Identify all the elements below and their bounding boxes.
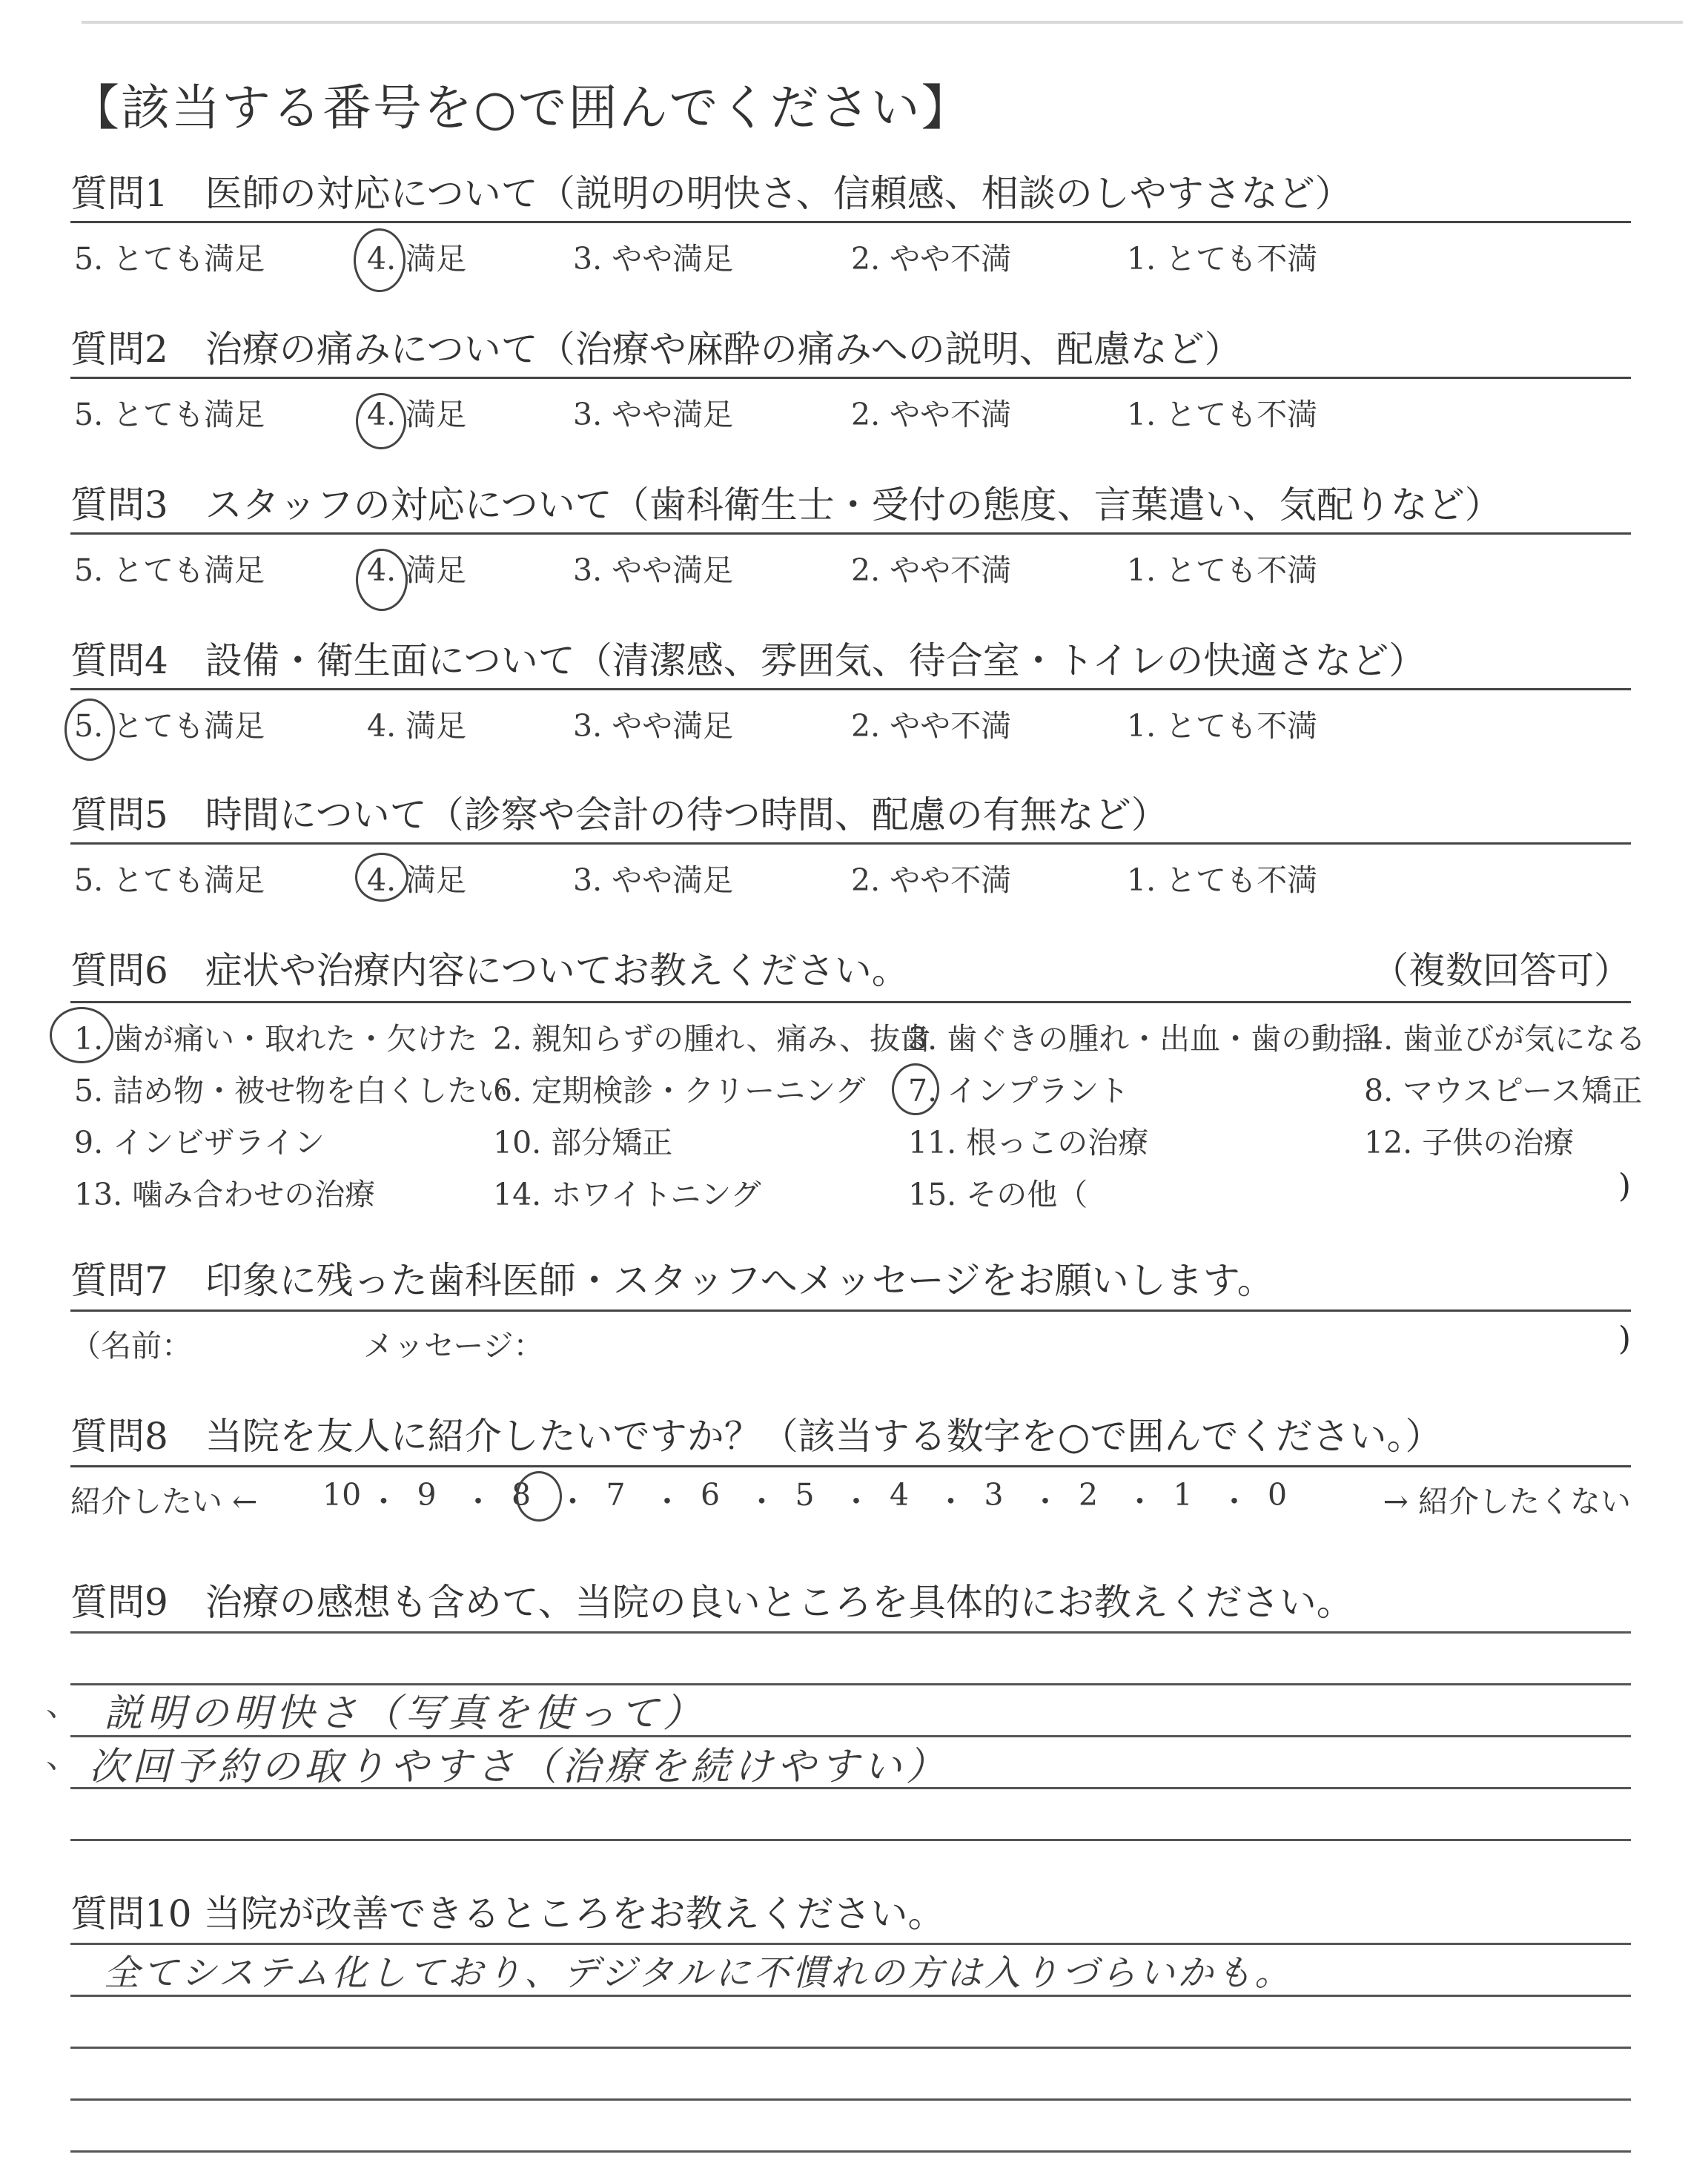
scale-separator: ・ <box>936 1484 966 1519</box>
symptom-option-11[interactable]: 11. 根っこの治療 <box>908 1125 1149 1160</box>
option-4[interactable]: 4. 満足 <box>367 241 467 277</box>
option-5[interactable]: 5. とても満足 <box>74 552 265 588</box>
scale-separator: ・ <box>1030 1484 1061 1519</box>
divider <box>70 688 1631 690</box>
multiple-answers-note: （複数回答可） <box>1371 949 1631 992</box>
option-1[interactable]: 1. とても不満 <box>1127 708 1318 744</box>
question-5-title: 質問5 時間について（診察や会計の待つ時間、配慮の有無など） <box>70 793 1168 836</box>
option-1[interactable]: 1. とても不満 <box>1127 552 1318 588</box>
handwritten-answer-1: 説明の明快さ（写真を使って） <box>104 1691 706 1736</box>
option-2[interactable]: 2. やや不満 <box>851 397 1012 432</box>
question-1 <box>70 169 1631 280</box>
option-2[interactable]: 2. やや不満 <box>851 552 1012 588</box>
question-6-label: 質問6 症状や治療内容についてお教えください。 <box>70 949 909 992</box>
question-1-title: 質問1 医師の対応について（説明の明快さ、信頼感、相談のしやすさなど） <box>70 172 1352 215</box>
option-1[interactable]: 1. とても不満 <box>1127 397 1318 432</box>
other-close-paren: ) <box>1618 1167 1631 1205</box>
recommend-number-9[interactable]: 9 <box>417 1477 437 1513</box>
option-3[interactable]: 3. やや満足 <box>573 862 734 898</box>
question-6 <box>70 946 1646 1213</box>
option-4[interactable]: 4. 満足 <box>367 862 467 898</box>
option-5[interactable]: 5. とても満足 <box>74 708 265 744</box>
question-2-title: 質問2 治療の痛みについて（治療や麻酔の痛みへの説明、配慮など） <box>70 328 1242 371</box>
bullet: 、 <box>46 1737 79 1775</box>
message-label: メッセージ： <box>363 1328 544 1364</box>
symptom-option-10[interactable]: 10. 部分矯正 <box>493 1125 673 1160</box>
recommend-number-2[interactable]: 2 <box>1079 1477 1099 1513</box>
scale-separator: ・ <box>368 1484 399 1519</box>
question-4 <box>70 636 1631 747</box>
divider <box>70 377 1631 379</box>
recommend-number-10[interactable]: 10 <box>322 1477 362 1513</box>
question-9 <box>70 1578 1631 1628</box>
symptom-option-14[interactable]: 14. ホワイトニング <box>493 1177 761 1212</box>
question-7-title: 質問7 印象に残った歯科医師・スタッフへメッセージをお願いします。 <box>70 1259 1274 1302</box>
scale-separator: ・ <box>1125 1484 1155 1519</box>
option-4[interactable]: 4. 満足 <box>367 708 467 744</box>
option-5[interactable]: 5. とても満足 <box>74 241 265 277</box>
divider <box>70 842 1631 845</box>
message-close-paren: ) <box>1618 1320 1631 1358</box>
divider <box>70 1309 1631 1312</box>
selection-circle <box>50 1007 113 1063</box>
answer-line <box>70 1839 1631 1841</box>
recommend-number-4[interactable]: 4 <box>890 1477 910 1513</box>
question-9-title: 質問9 治療の感想も含めて、当院の良いところを具体的にお教えください。 <box>70 1581 1354 1624</box>
scale-separator: ・ <box>747 1484 777 1519</box>
symptom-option-8[interactable]: 8. マウスピース矯正 <box>1364 1073 1643 1109</box>
selection-circle <box>516 1471 562 1522</box>
symptom-option-3[interactable]: 3. 歯ぐきの腫れ・出血・歯の動揺 <box>908 1021 1373 1057</box>
recommend-number-6[interactable]: 6 <box>701 1477 721 1513</box>
recommend-number-3[interactable]: 3 <box>984 1477 1004 1513</box>
option-5[interactable]: 5. とても満足 <box>74 397 265 432</box>
question-3 <box>70 480 1631 592</box>
selection-circle <box>64 698 115 761</box>
option-1[interactable]: 1. とても不満 <box>1127 862 1318 898</box>
answer-line <box>70 2098 1631 2101</box>
option-3[interactable]: 3. やや満足 <box>573 708 734 744</box>
divider <box>70 1001 1631 1003</box>
option-2[interactable]: 2. やや不満 <box>851 862 1012 898</box>
answer-line <box>70 2150 1631 2153</box>
handwritten-answer-3: 全てシステム化しており、デジタルに不慣れの方は入りづらいかも。 <box>104 1952 1294 1994</box>
scale-separator: ・ <box>1219 1484 1250 1519</box>
recommend-number-5[interactable]: 5 <box>795 1477 815 1513</box>
symptom-option-5[interactable]: 5. 詰め物・被せ物を白くしたい <box>74 1073 509 1109</box>
divider <box>70 532 1631 535</box>
name-label: （名前： <box>70 1328 192 1364</box>
option-4[interactable]: 4. 満足 <box>367 397 467 432</box>
scale-separator: ・ <box>463 1484 494 1519</box>
question-5 <box>70 790 1631 902</box>
answer-line <box>70 1631 1631 1634</box>
answer-line <box>70 2047 1631 2049</box>
symptom-option-1[interactable]: 1. 歯が痛い・取れた・欠けた <box>74 1021 478 1057</box>
divider <box>70 221 1631 223</box>
recommend-number-1[interactable]: 1 <box>1173 1477 1193 1513</box>
top-border <box>82 21 1683 24</box>
symptom-option-13[interactable]: 13. 噛み合わせの治療 <box>74 1177 376 1212</box>
recommend-number-0[interactable]: 0 <box>1268 1477 1288 1513</box>
scale-separator: ・ <box>652 1484 683 1519</box>
bullet: 、 <box>46 1685 79 1723</box>
option-2[interactable]: 2. やや不満 <box>851 241 1012 277</box>
symptom-option-2[interactable]: 2. 親知らずの腫れ、痛み、抜歯 <box>493 1021 931 1057</box>
page-heading: 【該当する番号を○で囲んでください】 <box>70 79 972 136</box>
selection-circle <box>892 1063 939 1115</box>
option-3[interactable]: 3. やや満足 <box>573 552 734 588</box>
symptom-option-15[interactable]: 15. その他（ <box>908 1177 1088 1212</box>
question-2 <box>70 325 1631 436</box>
option-1[interactable]: 1. とても不満 <box>1127 241 1318 277</box>
recommend-number-8[interactable]: 8 <box>512 1477 532 1513</box>
option-5[interactable]: 5. とても満足 <box>74 862 265 898</box>
option-4[interactable]: 4. 満足 <box>367 552 467 588</box>
scale-separator: ・ <box>557 1484 588 1519</box>
option-2[interactable]: 2. やや不満 <box>851 708 1012 744</box>
symptom-option-9[interactable]: 9. インビザライン <box>74 1125 325 1160</box>
question-7 <box>70 1256 1631 1364</box>
question-10-title: 質問10 当院が改善できるところをお教えください。 <box>70 1892 945 1935</box>
question-10 <box>70 1889 1631 1940</box>
symptom-option-4[interactable]: 4. 歯並びが気になる <box>1364 1021 1646 1057</box>
selection-circle <box>356 393 406 449</box>
symptom-option-12[interactable]: 12. 子供の治療 <box>1364 1125 1575 1160</box>
symptom-option-7[interactable]: 7. インプラント <box>908 1073 1130 1109</box>
option-3[interactable]: 3. やや満足 <box>573 241 734 277</box>
selection-circle <box>356 549 408 611</box>
option-3[interactable]: 3. やや満足 <box>573 397 734 432</box>
question-8-title: 質問8 当院を友人に紹介したいですか？（該当する数字を○で囲んでください。） <box>70 1415 1443 1458</box>
recommend-left-label: 紹介したい ← <box>70 1484 258 1519</box>
selection-circle <box>355 853 408 902</box>
question-3-title: 質問3 スタッフの対応について（歯科衛生士・受付の態度、言葉遣い、気配りなど） <box>70 483 1502 526</box>
recommend-right-label: → 紹介したくない <box>1383 1484 1631 1519</box>
question-6-title <box>70 946 1631 995</box>
recommend-number-7[interactable]: 7 <box>606 1477 626 1513</box>
question-8 <box>70 1412 1631 1523</box>
question-4-title: 質問4 設備・衛生面について（清潔感、雰囲気、待合室・トイレの快適さなど） <box>70 639 1426 682</box>
divider <box>70 1465 1631 1467</box>
scale-separator: ・ <box>841 1484 872 1519</box>
selection-circle <box>354 228 406 292</box>
handwritten-answer-2: 次回予約の取りやすさ（治療を続けやすい） <box>89 1745 950 1789</box>
symptom-option-6[interactable]: 6. 定期検診・クリーニング <box>493 1073 866 1109</box>
